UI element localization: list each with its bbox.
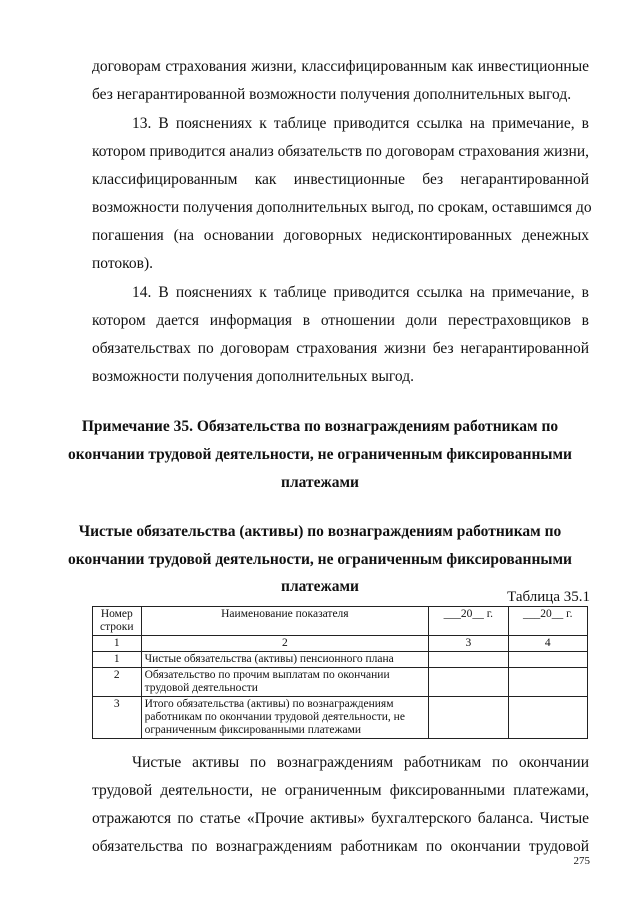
row-indicator-name: Итого обязательства (активы) по вознаграждениям работникам по окончании трудовой деятельности, не ограниченным фиксированными платежами — [141, 697, 429, 739]
body-text-line: Чистые активы по вознаграждениям работникам по окончании — [132, 754, 589, 771]
table-title-line: Чистые обязательства (активы) по вознаграждениям работникам по — [78, 523, 562, 540]
row-value-cell — [508, 697, 587, 739]
row-indicator-name: Обязательство по прочим выплатам по окончании трудовой деятельности — [141, 668, 429, 697]
header-row-number — [93, 607, 142, 636]
table-header-row — [93, 607, 588, 636]
body-text-line: обязательства по вознаграждениям работникам по окончании трудовой — [92, 838, 589, 855]
row-value-cell — [429, 697, 508, 739]
column-number: 3 — [429, 636, 508, 652]
table-row — [93, 697, 588, 739]
table-title-line: окончании трудовой деятельности, не ограниченным фиксированными — [68, 551, 572, 568]
column-number: 1 — [93, 636, 142, 652]
body-text-line: классифицированным как инвестиционные без негарантированной — [92, 171, 589, 188]
body-text-line: потоков). — [92, 255, 154, 272]
liabilities-table — [92, 606, 588, 739]
section-heading-line: окончании трудовой деятельности, не ограниченным фиксированными — [68, 446, 572, 463]
column-number: 4 — [508, 636, 587, 652]
column-number: 2 — [141, 636, 429, 652]
row-number: 3 — [93, 697, 142, 739]
table-title-line: платежами — [281, 578, 359, 595]
header-period-2: ___20__ г. — [508, 607, 587, 636]
column-number-row — [93, 636, 588, 652]
body-text-line: без негарантированной возможности получения дополнительных выгод. — [92, 86, 572, 103]
row-value-cell — [508, 668, 587, 697]
table-caption: Таблица 35.1 — [507, 589, 590, 605]
header-row-number-line2: строки — [100, 621, 134, 633]
header-row-number-line1: Номер — [100, 608, 133, 620]
section-heading-line: Примечание 35. Обязательства по вознаграждениям работникам по — [81, 418, 559, 435]
header-indicator: Наименование показателя — [141, 607, 429, 636]
row-value-cell — [429, 668, 508, 697]
header-period-1: ___20__ г. — [429, 607, 508, 636]
body-text-line: отражаются по статье «Прочие активы» бухгалтерского баланса. Чистые — [92, 810, 589, 827]
body-text-line: обязательствах по договорам страхования жизни без негарантированной — [92, 340, 589, 357]
page-number: 275 — [573, 855, 590, 867]
section-heading-line: платежами — [281, 474, 359, 491]
body-text-line: 14. В пояснениях к таблице приводится ссылка на примечание, в — [132, 284, 589, 301]
body-text-line: трудовой деятельности, не ограниченным фиксированными платежами, — [92, 782, 589, 799]
body-text-line: погашения (на основании договорных недисконтированных денежных — [92, 227, 589, 244]
body-text-line: котором приводится анализ обязательств по договорам страхования жизни, — [92, 143, 589, 160]
body-text-line: договорам страхования жизни, классифицированным как инвестиционные — [92, 58, 589, 75]
row-indicator-name: Чистые обязательства (активы) пенсионного плана — [141, 652, 429, 668]
table-row — [93, 668, 588, 697]
body-text-line: возможности получения дополнительных выгод. — [92, 368, 414, 385]
row-value-cell — [429, 652, 508, 668]
body-text-line: котором дается информация в отношении доли перестраховщиков в — [92, 312, 589, 329]
row-number: 1 — [93, 652, 142, 668]
body-text-line: возможности получения дополнительных выгод, по срокам, оставшимся до — [92, 199, 592, 216]
row-number: 2 — [93, 668, 142, 697]
row-value-cell — [508, 652, 587, 668]
table-row — [93, 652, 588, 668]
body-text-line: 13. В пояснениях к таблице приводится ссылка на примечание, в — [132, 115, 589, 132]
